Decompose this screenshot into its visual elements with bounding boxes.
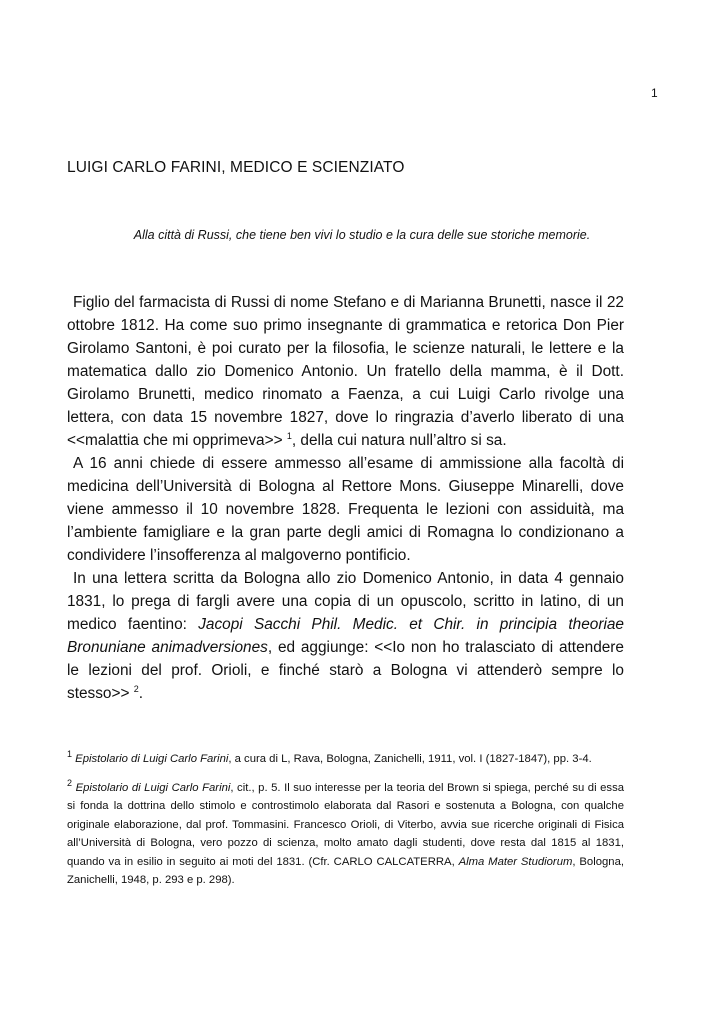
paragraph-3-text-b: , ed aggiunge: <<Io non ho tralasciato di attendere le lezioni del prof. Orioli, e finché starò a Bologna vi attenderò sempre lo stesso>> xyxy=(67,639,624,702)
paragraph-1-text-a: Figlio del farmacista di Russi di nome Stefano e di Marianna Brunetti, nasce il 22 ottobre 1812. Ha come suo primo insegnante di grammatica e retorica Don Pier Girolamo Santoni, è poi curato per la filosofia, le scienze naturali, le lettere e la matematica dallo zio Domenico Antonio. Un fratello della mamma, è il Dott. Girolamo Brunetti, medico rinomato a Faenza, a cui Luigi Carlo rivolge una lettera, con data 15 novembre 1827, dove lo ringrazia d’averlo liberato di una <<malattia che mi opprimeva>> xyxy=(67,294,624,449)
paragraph-3 xyxy=(67,567,624,705)
footnote-1-italic: Epistolario di Luigi Carlo Farini xyxy=(75,753,229,765)
footnote-2-italic-a: Epistolario di Luigi Carlo Farini xyxy=(75,781,231,794)
footnote-2 xyxy=(67,779,624,890)
footnotes xyxy=(67,750,624,900)
footnote-2-italic-b: Alma Mater Studiorum xyxy=(458,855,573,868)
footnote-2-number: 2 xyxy=(67,777,73,788)
footnote-2-text-b: , Bologna, Zanichelli, 1948, p. 293 e p. 298). xyxy=(67,855,624,886)
dedication: Alla città di Russi, che tiene ben vivi lo studio e la cura delle sue storiche memorie. xyxy=(133,228,591,242)
paragraph-2: A 16 anni chiede di essere ammesso all’esame di ammissione alla facoltà di medicina dell’Università di Bologna al Rettore Mons. Giuseppe Minarelli, dove viene ammesso il 10 novembre 1828. Frequenta le lezioni con assiduità, ma l’ambiente famigliare e la gran parte degli amici di Romagna lo condizionano a condividere l’insofferenza al malgoverno pontificio. xyxy=(67,455,624,564)
footnote-1 xyxy=(67,750,624,769)
paragraph-3-text-c: . xyxy=(138,685,144,702)
page-title: LUIGI CARLO FARINI, MEDICO E SCIENZIATO xyxy=(67,159,405,176)
footnote-ref-1: 1 xyxy=(286,430,292,441)
body-text xyxy=(67,291,624,705)
paragraph-1-text-b: , della cui natura null’altro si sa. xyxy=(291,432,507,449)
paragraph-3-text-a: In una lettera scritta da Bologna allo zio Domenico Antonio, in data 4 gennaio 1831, lo prega di fargli avere una copia di un opuscolo, scritto in latino, di un medico faentino: xyxy=(67,570,624,633)
paragraph-3-italic-title: Jacopi Sacchi Phil. Medic. et Chir. in principia theoriae Bronuniane animadversiones xyxy=(67,616,624,656)
paragraph-1 xyxy=(67,291,624,452)
footnote-1-number: 1 xyxy=(67,749,73,760)
footnote-1-text: , a cura di L, Rava, Bologna, Zanichelli, 1911, vol. I (1827-1847), pp. 3-4. xyxy=(228,753,592,765)
footnote-ref-2: 2 xyxy=(133,683,139,694)
page-number: 1 xyxy=(651,86,658,100)
footnote-2-text-a: , cit., p. 5. Il suo interesse per la teoria del Brown si spiega, perché su di essa si fonda la dottrina dello stimolo e controstimolo elaborata dal Rasori e sostenuta a Bologna, con qualche originale elaborazione, dal prof. Tommasini. Francesco Orioli, di Viterbo, avvia sue ricerche originali di Fisica all’Università di Bologna, vero pozzo di scienza, molto amato dagli studenti, dove resta dal 1815 al 1831, quando va in esilio in seguito ai moti del 1831. (Cfr. CARLO CALCATERRA, xyxy=(67,781,624,868)
